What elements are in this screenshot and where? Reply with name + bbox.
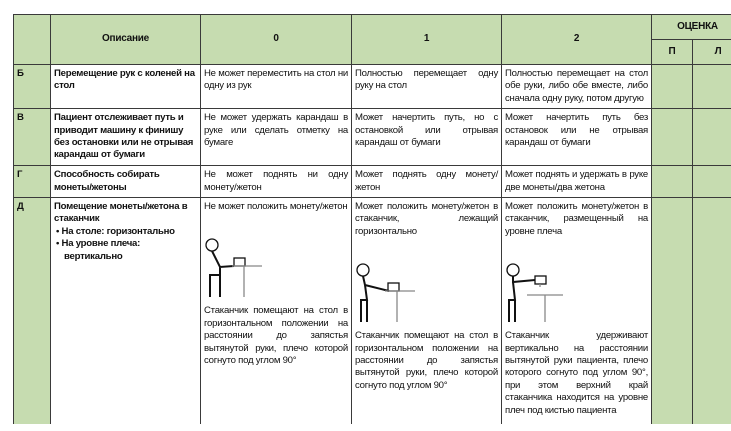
table-row: [14, 198, 731, 424]
cell-score-1: Может поднять одну монету/жетон: [352, 166, 502, 198]
cell-score-1: [352, 198, 502, 424]
assessment-table: [13, 14, 731, 424]
cell-score-0: [201, 198, 352, 424]
cell-text: Не может положить монету/жетон: [204, 201, 348, 213]
seated-figure-reaching-table-icon: [355, 260, 425, 322]
row-description: Пациент отслеживает путь и приводит машину к финишу без остановки или не отрывая карандаш от бумаги: [51, 109, 201, 166]
cell-caption: Стаканчик помещают на стол в горизонтальном положении на расстоянии до запястья вытянутой руки, плечо которой согнуто под углом 90°: [204, 305, 348, 367]
score-p-cell[interactable]: [652, 198, 693, 424]
cell-score-1: Может начертить путь, но с остановкой или отрывая карандаш от бумаги: [352, 109, 502, 166]
bullet-item: • На уровне плеча: вертикально: [64, 238, 197, 263]
cell-text: Может положить монету/жетон в стаканчик, размещенный на уровне плеча: [505, 201, 648, 237]
header-description: Описание: [51, 15, 201, 65]
table-row: [14, 65, 731, 109]
header-col0: 0: [201, 15, 352, 65]
score-p-cell[interactable]: [652, 166, 693, 198]
table-row: [14, 109, 731, 166]
seated-figure-arm-raised-icon: [505, 260, 575, 322]
row-letter: Г: [14, 166, 51, 198]
score-l-cell[interactable]: [693, 166, 731, 198]
row-letter: Д: [14, 198, 51, 424]
score-l-cell[interactable]: [693, 198, 731, 424]
cell-score-2: Полностью перемещает на стол обе руки, либо обе вместе, либо сначала одну руку, потом другую: [502, 65, 652, 109]
seated-figure-cup-on-table-icon: [204, 235, 274, 297]
cell-score-2: Может начертить путь без остановок или не отрывая карандаш от бумаги: [502, 109, 652, 166]
cell-caption: Стаканчик помещают на стол в горизонтальном положении на расстоянии до запястья вытянутой руки, плечо которой согнуто под углом 90°: [355, 330, 498, 391]
cell-score-1: Полностью перемещает одну руку на стол: [352, 65, 502, 109]
cell-text: Может положить монету/жетон в стаканчик, лежащий горизонтально: [355, 201, 498, 237]
row-letter: В: [14, 109, 51, 166]
score-l-cell[interactable]: [693, 65, 731, 109]
header-l: Л: [693, 40, 731, 65]
row-description: Перемещение рук с коленей на стол: [51, 65, 201, 109]
header-col1: 1: [352, 15, 502, 65]
cell-score-0: Не может поднять ни одну монету/жетон: [201, 166, 352, 198]
row-letter: Б: [14, 65, 51, 109]
score-p-cell[interactable]: [652, 109, 693, 166]
score-l-cell[interactable]: [693, 109, 731, 166]
header-score: ОЦЕНКА: [652, 15, 731, 40]
description-text: Помещение монеты/жетона в стаканчик: [54, 201, 188, 225]
row-description: [51, 198, 201, 424]
row-description: Способность собирать монеты/жетоны: [51, 166, 201, 198]
header-col2: 2: [502, 15, 652, 65]
cell-caption: Стаканчик удерживают вертикально на расстоянии вытянутой руки пациента, плечо которого согнуто под углом 90°, при этом верхний край стаканчика находится на уровне плеч под кистью пациента: [505, 330, 648, 416]
cell-score-0: Не может удержать карандаш в руке или сделать отметку на бумаге: [201, 109, 352, 166]
header-p: П: [652, 40, 693, 65]
score-p-cell[interactable]: [652, 65, 693, 109]
bullet-item: • На столе: горизонтально: [64, 226, 197, 238]
cell-score-0: Не может переместить на стол ни одну из рук: [201, 65, 352, 109]
cell-score-2: [502, 198, 652, 424]
header-letter: [14, 15, 51, 65]
table-row: [14, 166, 731, 198]
cell-score-2: Может поднять и удержать в руке две монеты/два жетона: [502, 166, 652, 198]
